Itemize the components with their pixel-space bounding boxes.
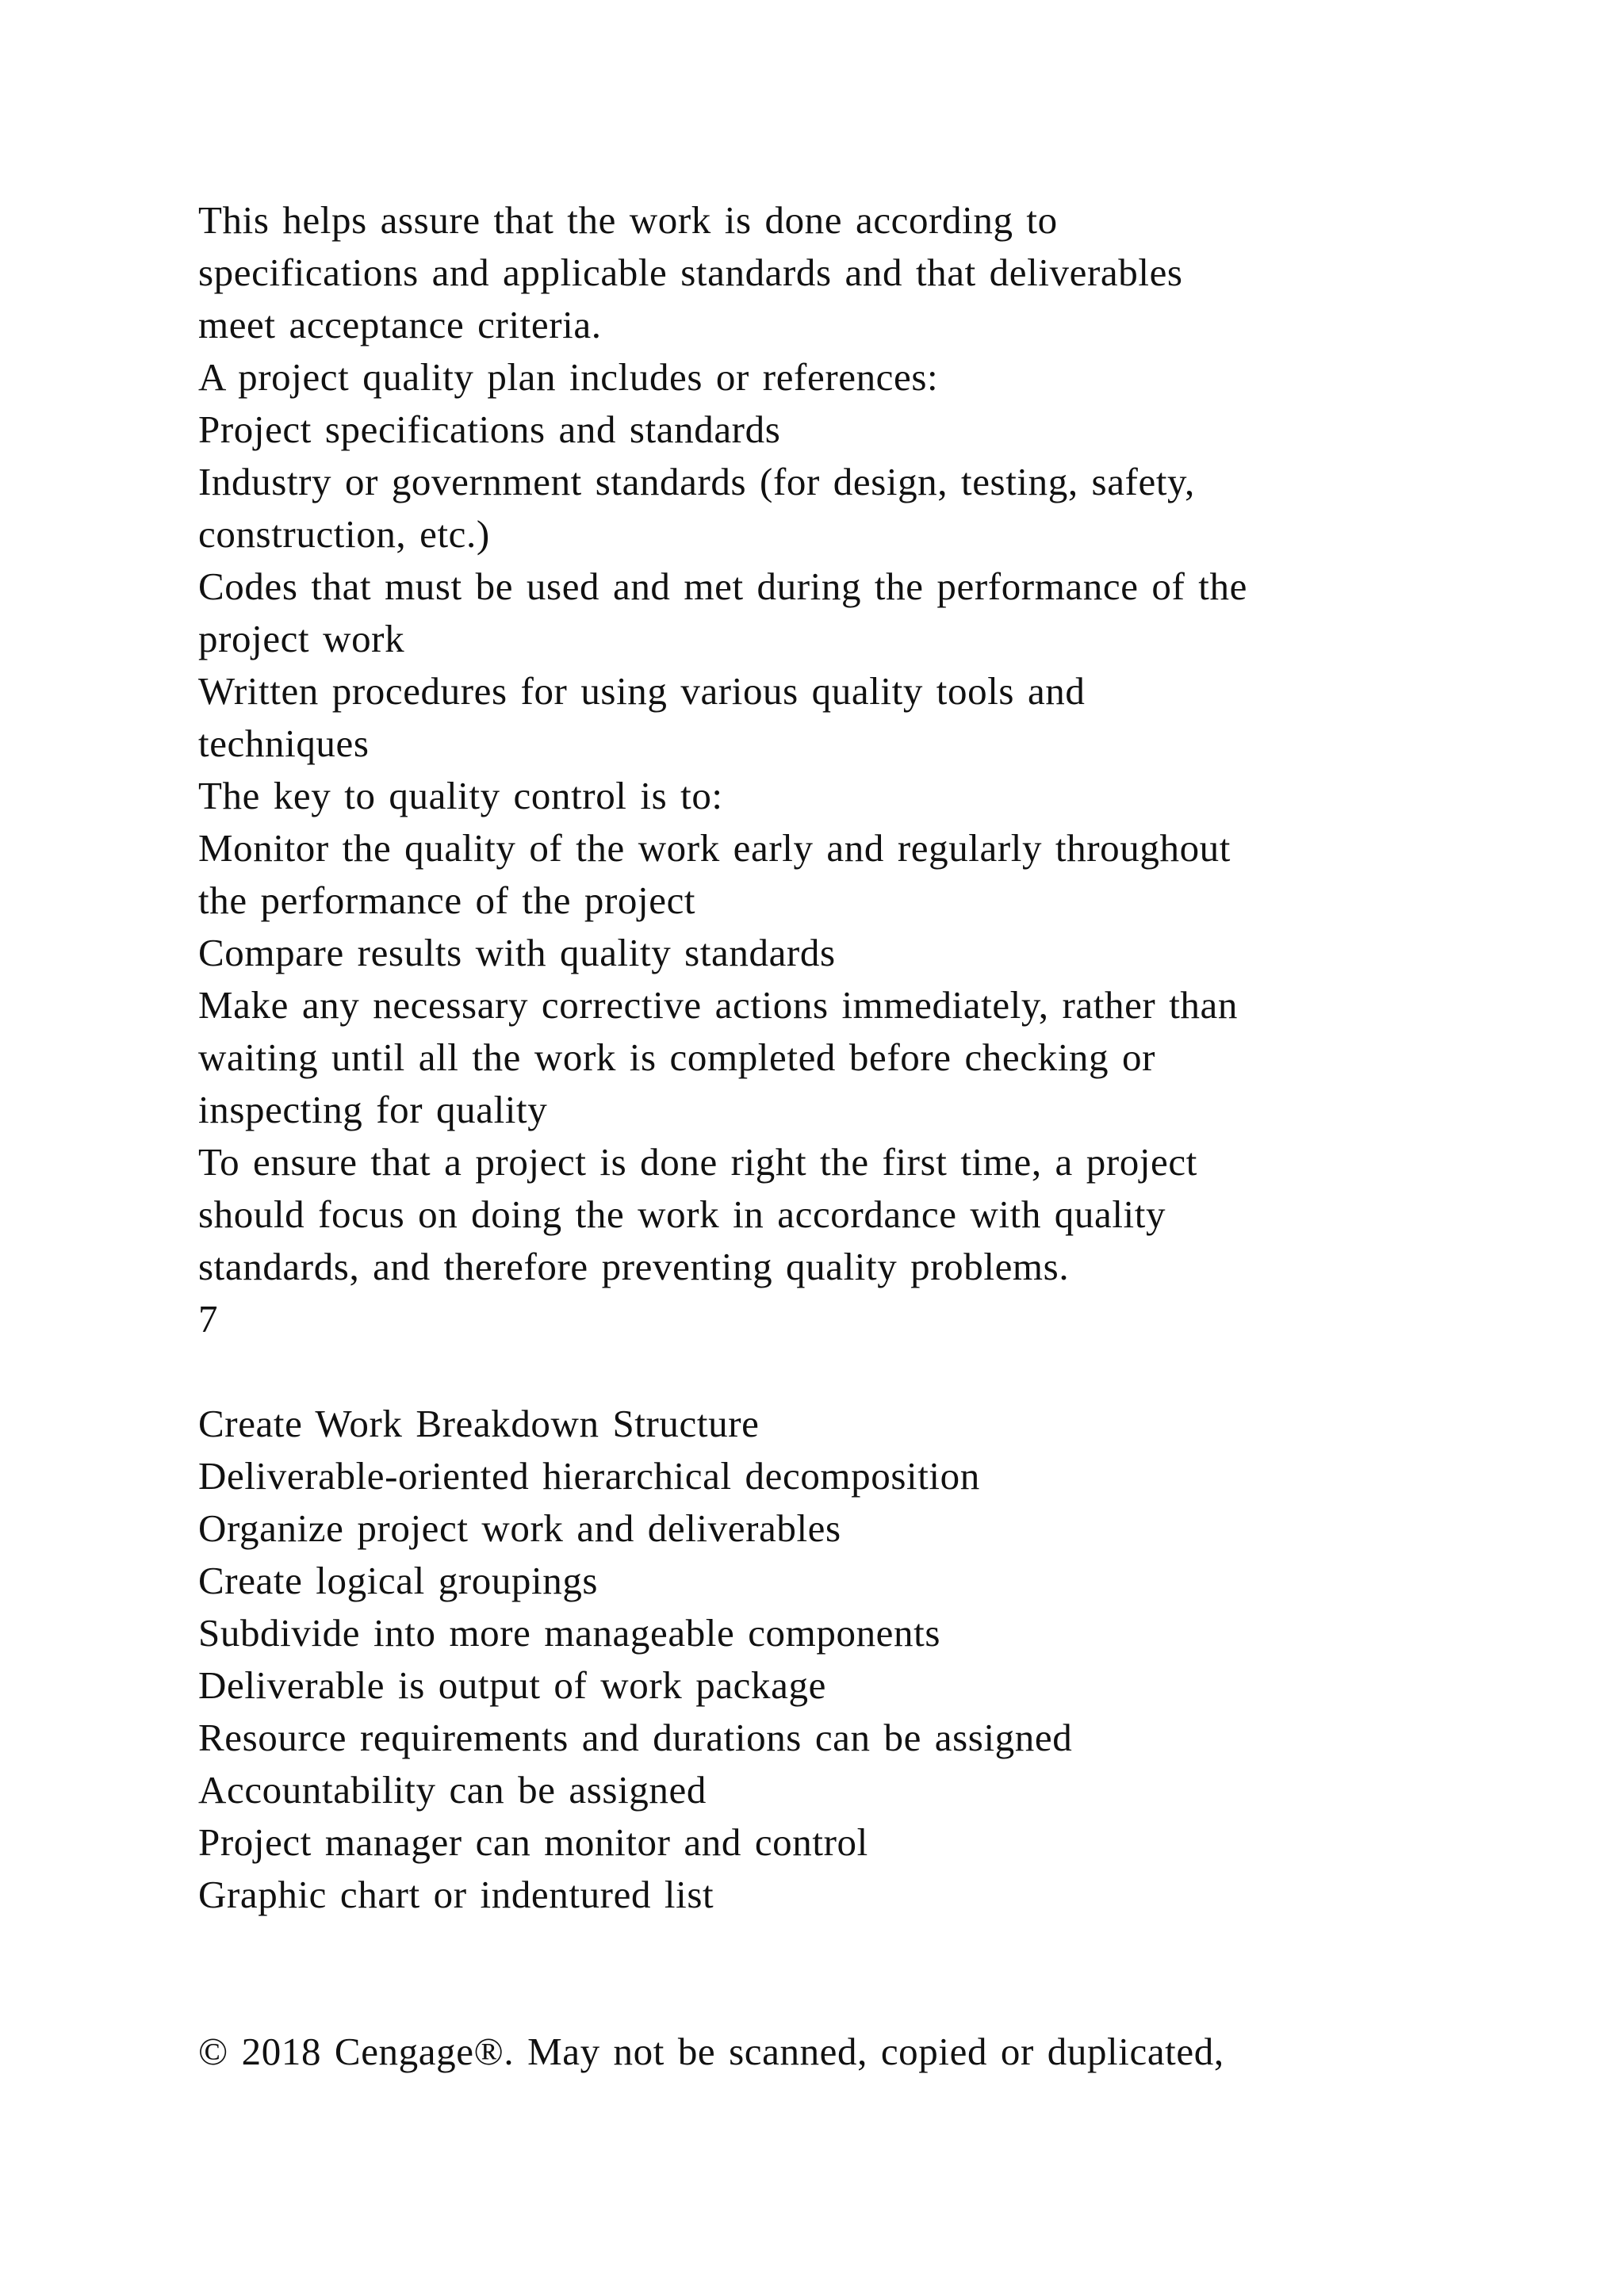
- text-line: specifications and applicable standards and that deliverables: [198, 251, 1183, 294]
- text-line: construction, etc.): [198, 512, 490, 556]
- text-line: To ensure that a project is done right the first time, a project: [198, 1140, 1197, 1184]
- text-line: Subdivide into more manageable components: [198, 1611, 940, 1655]
- text-line: Compare results with quality standards: [198, 931, 836, 974]
- text-line: Industry or government standards (for design, testing, safety,: [198, 460, 1195, 503]
- blank-line: [198, 1345, 1435, 1398]
- text-line: Resource requirements and durations can be assigned: [198, 1716, 1073, 1759]
- text-line: inspecting for quality: [198, 1088, 548, 1131]
- text-line: 7: [198, 1297, 219, 1341]
- text-line: Create logical groupings: [198, 1559, 599, 1602]
- text-line: This helps assure that the work is done according to: [198, 198, 1058, 242]
- text-line: © 2018 Cengage®. May not be scanned, copied or duplicated,: [198, 2030, 1224, 2073]
- text-line: Create Work Breakdown Structure: [198, 1402, 760, 1445]
- blank-line: [198, 1973, 1435, 2026]
- text-line: Project manager can monitor and control: [198, 1820, 868, 1864]
- document-body: [198, 194, 1435, 2078]
- text-line: A project quality plan includes or references:: [198, 355, 939, 399]
- text-line: Deliverable-oriented hierarchical decomposition: [198, 1454, 980, 1498]
- text-line: Monitor the quality of the work early and regularly throughout: [198, 826, 1231, 870]
- text-line: Graphic chart or indentured list: [198, 1873, 714, 1916]
- text-line: meet acceptance criteria.: [198, 303, 602, 346]
- text-line: waiting until all the work is completed before checking or: [198, 1035, 1155, 1079]
- text-line: Deliverable is output of work package: [198, 1663, 826, 1707]
- text-line: Make any necessary corrective actions immediately, rather than: [198, 983, 1238, 1027]
- text-line: Organize project work and deliverables: [198, 1506, 841, 1550]
- text-line: standards, and therefore preventing quality problems.: [198, 1245, 1070, 1288]
- text-line: the performance of the project: [198, 878, 696, 922]
- text-line: Project specifications and standards: [198, 408, 781, 451]
- text-line: Written procedures for using various quality tools and: [198, 669, 1086, 713]
- text-line: techniques: [198, 721, 370, 765]
- blank-line: [198, 1921, 1435, 1973]
- text-line: should focus on doing the work in accordance with quality: [198, 1192, 1166, 1236]
- text-line: The key to quality control is to:: [198, 774, 723, 817]
- text-line: Accountability can be assigned: [198, 1768, 707, 1812]
- text-line: project work: [198, 617, 405, 660]
- text-line: Codes that must be used and met during the performance of the: [198, 564, 1247, 608]
